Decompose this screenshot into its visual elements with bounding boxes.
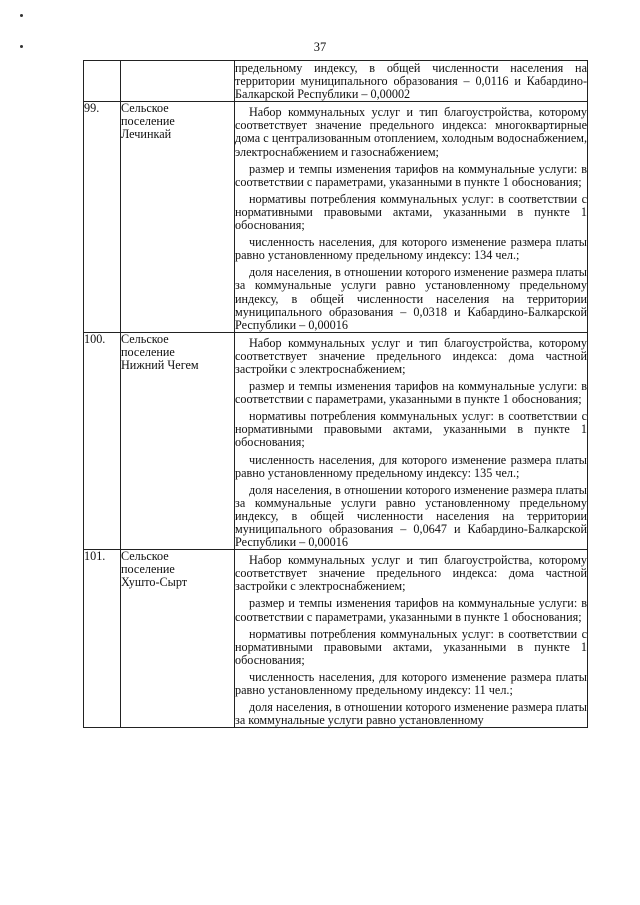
description-paragraph: размер и темпы изменения тарифов на коммунальные услуги: в соответствии с параметрами, указанными в пункте 1 обоснования; [235, 161, 587, 189]
entry-name-line: Сельское [121, 549, 169, 564]
description-paragraph: численность населения, для которого изменение размера платы равно установленному предельному индексу: 134 чел.; [235, 235, 587, 263]
entry-name [121, 102, 235, 333]
entry-number: 100. [84, 332, 121, 549]
entry-name-line: Хушто-Сырт [121, 575, 188, 590]
entry-name-line: Сельское [121, 331, 169, 346]
description-paragraph: нормативы потребления коммунальных услуг: в соответствии с нормативными правовыми актами, указанными в пункте 1 обоснования; [235, 191, 587, 233]
entry-number [84, 61, 121, 102]
description-paragraph: нормативы потребления коммунальных услуг: в соответствии с нормативными правовыми актами, указанными в пункте 1 обоснования; [235, 626, 587, 667]
entry-number: 101. [84, 550, 121, 728]
entry-name [121, 550, 235, 728]
table-row-continuation [84, 61, 588, 102]
entry-name-line: Лечинкай [121, 127, 172, 142]
entry-name-line: поселение [121, 114, 175, 129]
entry-name-line: поселение [121, 562, 175, 577]
description-paragraph: Набор коммунальных услуг и тип благоустройства, которому соответствует значение предельного индекса: дома частной застройки с электроснабжением; [235, 553, 587, 594]
table-row [84, 332, 588, 549]
entry-name-line: Нижний Чегем [121, 357, 199, 372]
entry-description [235, 102, 588, 333]
description-paragraph: Набор коммунальных услуг и тип благоустройства, которому соответствует значение предельного индекса: дома частной застройки с электроснабжением; [235, 335, 587, 376]
table-row [84, 550, 588, 728]
page-number: 37 [313, 40, 327, 54]
description-paragraph: доля населения, в отношении которого изменение размера платы за коммунальные услуги равно установленному предельному индексу, в общей численности населения на территории муниципального образования – 0,0318 и Кабардино-Балкарской Республики – 0,00016 [235, 265, 587, 332]
description-paragraph: Набор коммунальных услуг и тип благоустройства, которому соответствует значение предельного индекса: многоквартирные дома с централизованным отоплением, холодным водоснабжением, электроснабжением и газоснабжением; [235, 105, 587, 159]
entry-name-line: Сельское [121, 101, 169, 116]
entry-name-line: поселение [121, 344, 175, 359]
entry-description [235, 332, 588, 549]
table-row [84, 102, 588, 333]
description-paragraph: численность населения, для которого изменение размера платы равно установленному предельному индексу: 135 чел.; [235, 452, 587, 480]
entry-description [235, 550, 588, 728]
description-paragraph: размер и темпы изменения тарифов на коммунальные услуги: в соответствии с параметрами, указанными в пункте 1 обоснования; [235, 596, 587, 624]
table-body [84, 61, 588, 728]
entry-name [121, 61, 235, 102]
entry-name [121, 332, 235, 549]
scan-speck [20, 14, 23, 17]
entry-number: 99. [84, 102, 121, 333]
description-paragraph: доля населения, в отношении которого изменение размера платы за коммунальные услуги равно установленному [235, 700, 587, 728]
description-paragraph: доля населения, в отношении которого изменение размера платы за коммунальные услуги равно установленному предельному индексу, в общей численности населения на территории муниципального образования – 0,0647 и Кабардино-Балкарской Республики – 0,00016 [235, 482, 587, 550]
description-paragraph: численность населения, для которого изменение размера платы равно установленному предельному индексу: 11 чел.; [235, 669, 587, 698]
description-paragraph: нормативы потребления коммунальных услуг: в соответствии с нормативными правовыми актами, указанными в пункте 1 обоснования; [235, 409, 587, 450]
doc-table [83, 60, 588, 728]
entry-description [235, 61, 588, 102]
description-paragraph: предельному индексу, в общей численности населения на территории муниципального образования – 0,0116 и Кабардино-Балкарской Республики – 0,00002 [235, 61, 587, 102]
description-paragraph: размер и темпы изменения тарифов на коммунальные услуги: в соответствии с параметрами, указанными в пункте 1 обоснования; [235, 379, 587, 407]
